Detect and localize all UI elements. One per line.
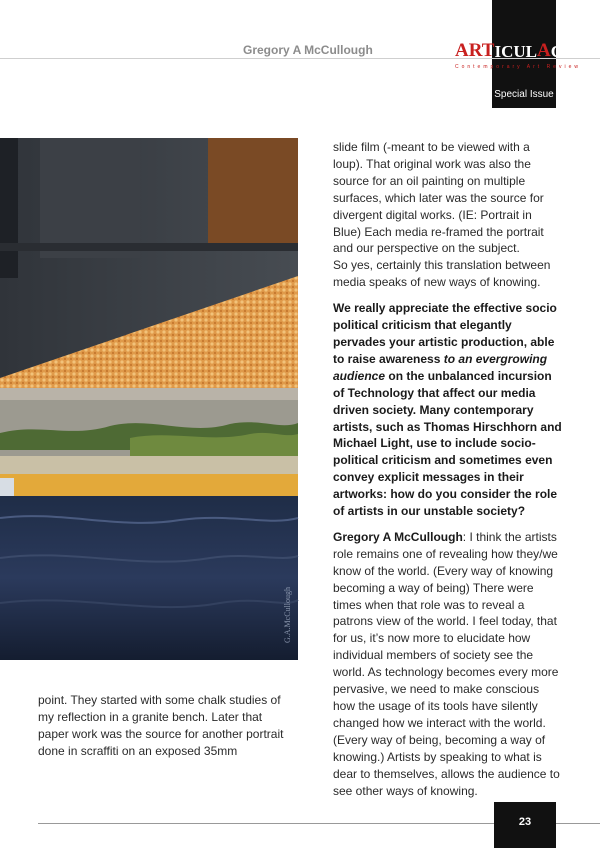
logo-part-art: ART [455, 40, 495, 61]
artwork-signature: G.A.McCullough [283, 587, 292, 643]
logo-part-icul: ICUL [494, 42, 537, 61]
issue-label: Special Issue [494, 89, 554, 100]
question-text-end: on the unbalanced incursion of Technology that affect our media driven society. Many contemporary artists, such as Thomas Hirschhorn and Michael Light, use to include socio-political criticism and sometimes even convey explicit messages in their artworks: how do you consider the role of artists in our unstable society? [333, 368, 562, 519]
magazine-logo [455, 40, 606, 60]
paragraph-slide-film: slide film (-meant to be viewed with a loup). That original work was also the source for an oil painting on multiple surfaces, which later was the source for divergent digital works. (IE: Portrait in Blue) Each media re-framed the portrait and our perspective on the subject. [333, 140, 544, 256]
answer-text: : I think the artists role remains one of revealing how they/we know of the world. (Every way of knowing becoming a way of being) There were times when that role was to reveal a patrons view of the world. I feel today, that for us, it’s now more to elucidate how individual members of society see the world. As technology becomes every more pervasive, we need to make conscious how the usage of its tools have silently changed how we interact with the world. (Every way of being, becoming a way of knowing.) Artists by speaking to what is dear to themselves, allows the audience to see other ways of knowing. [333, 529, 560, 798]
right-column [333, 139, 563, 799]
artwork-image [0, 138, 298, 660]
logo-part-a: A [536, 40, 551, 61]
question-emphasis: to an evergrowing audience [333, 351, 548, 383]
interview-question [333, 300, 563, 520]
page-number: 23 [518, 816, 532, 828]
paragraph-translation: So yes, certainly this translation between media speaks of new ways of knowing. [333, 258, 551, 290]
logo-part-ction: CTION [550, 42, 606, 61]
answer-speaker: Gregory A McCullough [333, 529, 463, 544]
left-column-text: point. They started with some chalk studies of my reflection in a granite bench. Later that paper work was the source for another portrait done in scraffiti on an exposed 35mm [38, 693, 284, 758]
logo-tagline: Contemporary Art Review [455, 64, 581, 70]
left-column [38, 692, 296, 760]
question-text-start: We really appreciate the effective socio political criticism that elegantly pervades your artistic production, able to raise awareness [333, 301, 557, 366]
interview-answer [333, 529, 563, 800]
running-header-author: Gregory A McCullough [243, 43, 373, 57]
